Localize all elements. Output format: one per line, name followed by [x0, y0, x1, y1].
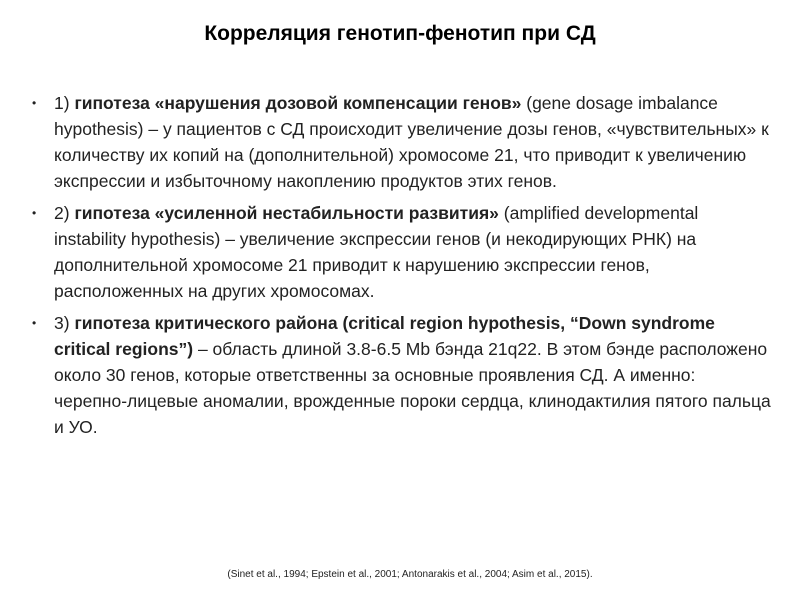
item-number: 3) [54, 313, 70, 333]
item-number: 2) [54, 203, 70, 223]
item-text: (gene dosage imbalance hypothesis) – у пациентов с СД происходит увеличение дозы генов, «чувствительных» к количеству их копий на (дополнительной) хромосоме 21, что приводит к увеличению экспрессии и избыточному накоплению продуктов этих генов. [54, 93, 769, 191]
bullet-icon: • [32, 96, 37, 110]
bullet-icon: • [32, 206, 37, 220]
list-item [32, 200, 772, 304]
list-item [32, 90, 772, 194]
item-text: (amplified developmental instability hypothesis) – увеличение экспрессии генов (и некодирующих РНК) на дополнительной хромосоме 21 приводит к нарушению экспрессии генов, расположенных на других хромосомах. [54, 203, 699, 301]
list-item [32, 310, 772, 440]
bullet-icon: • [32, 316, 37, 330]
item-heading: гипотеза «нарушения дозовой компенсации генов» [74, 93, 522, 113]
slide-title: Корреляция генотип-фенотип при СД [204, 22, 596, 45]
item-number: 1) [54, 93, 70, 113]
hypothesis-list [32, 90, 772, 440]
item-text: – область длиной 3.8-6.5 Mb бэнда 21q22. В этом бэнде расположено около 30 генов, которые ответственны за основные проявления СД. А именно: черепно-лицевые аномалии, врожденные пороки сердца, клинодактилия пятого пальца и УО. [54, 339, 771, 437]
item-heading: гипотеза «усиленной нестабильности развития» [74, 203, 499, 223]
item-heading: гипотеза критического района (critical region hypothesis, “Down syndrome critical regions”) [54, 313, 715, 359]
citation: (Sinet et al., 1994; Epstein et al., 2001; Antonarakis et al., 2004; Asim et al., 2015). [227, 569, 593, 580]
